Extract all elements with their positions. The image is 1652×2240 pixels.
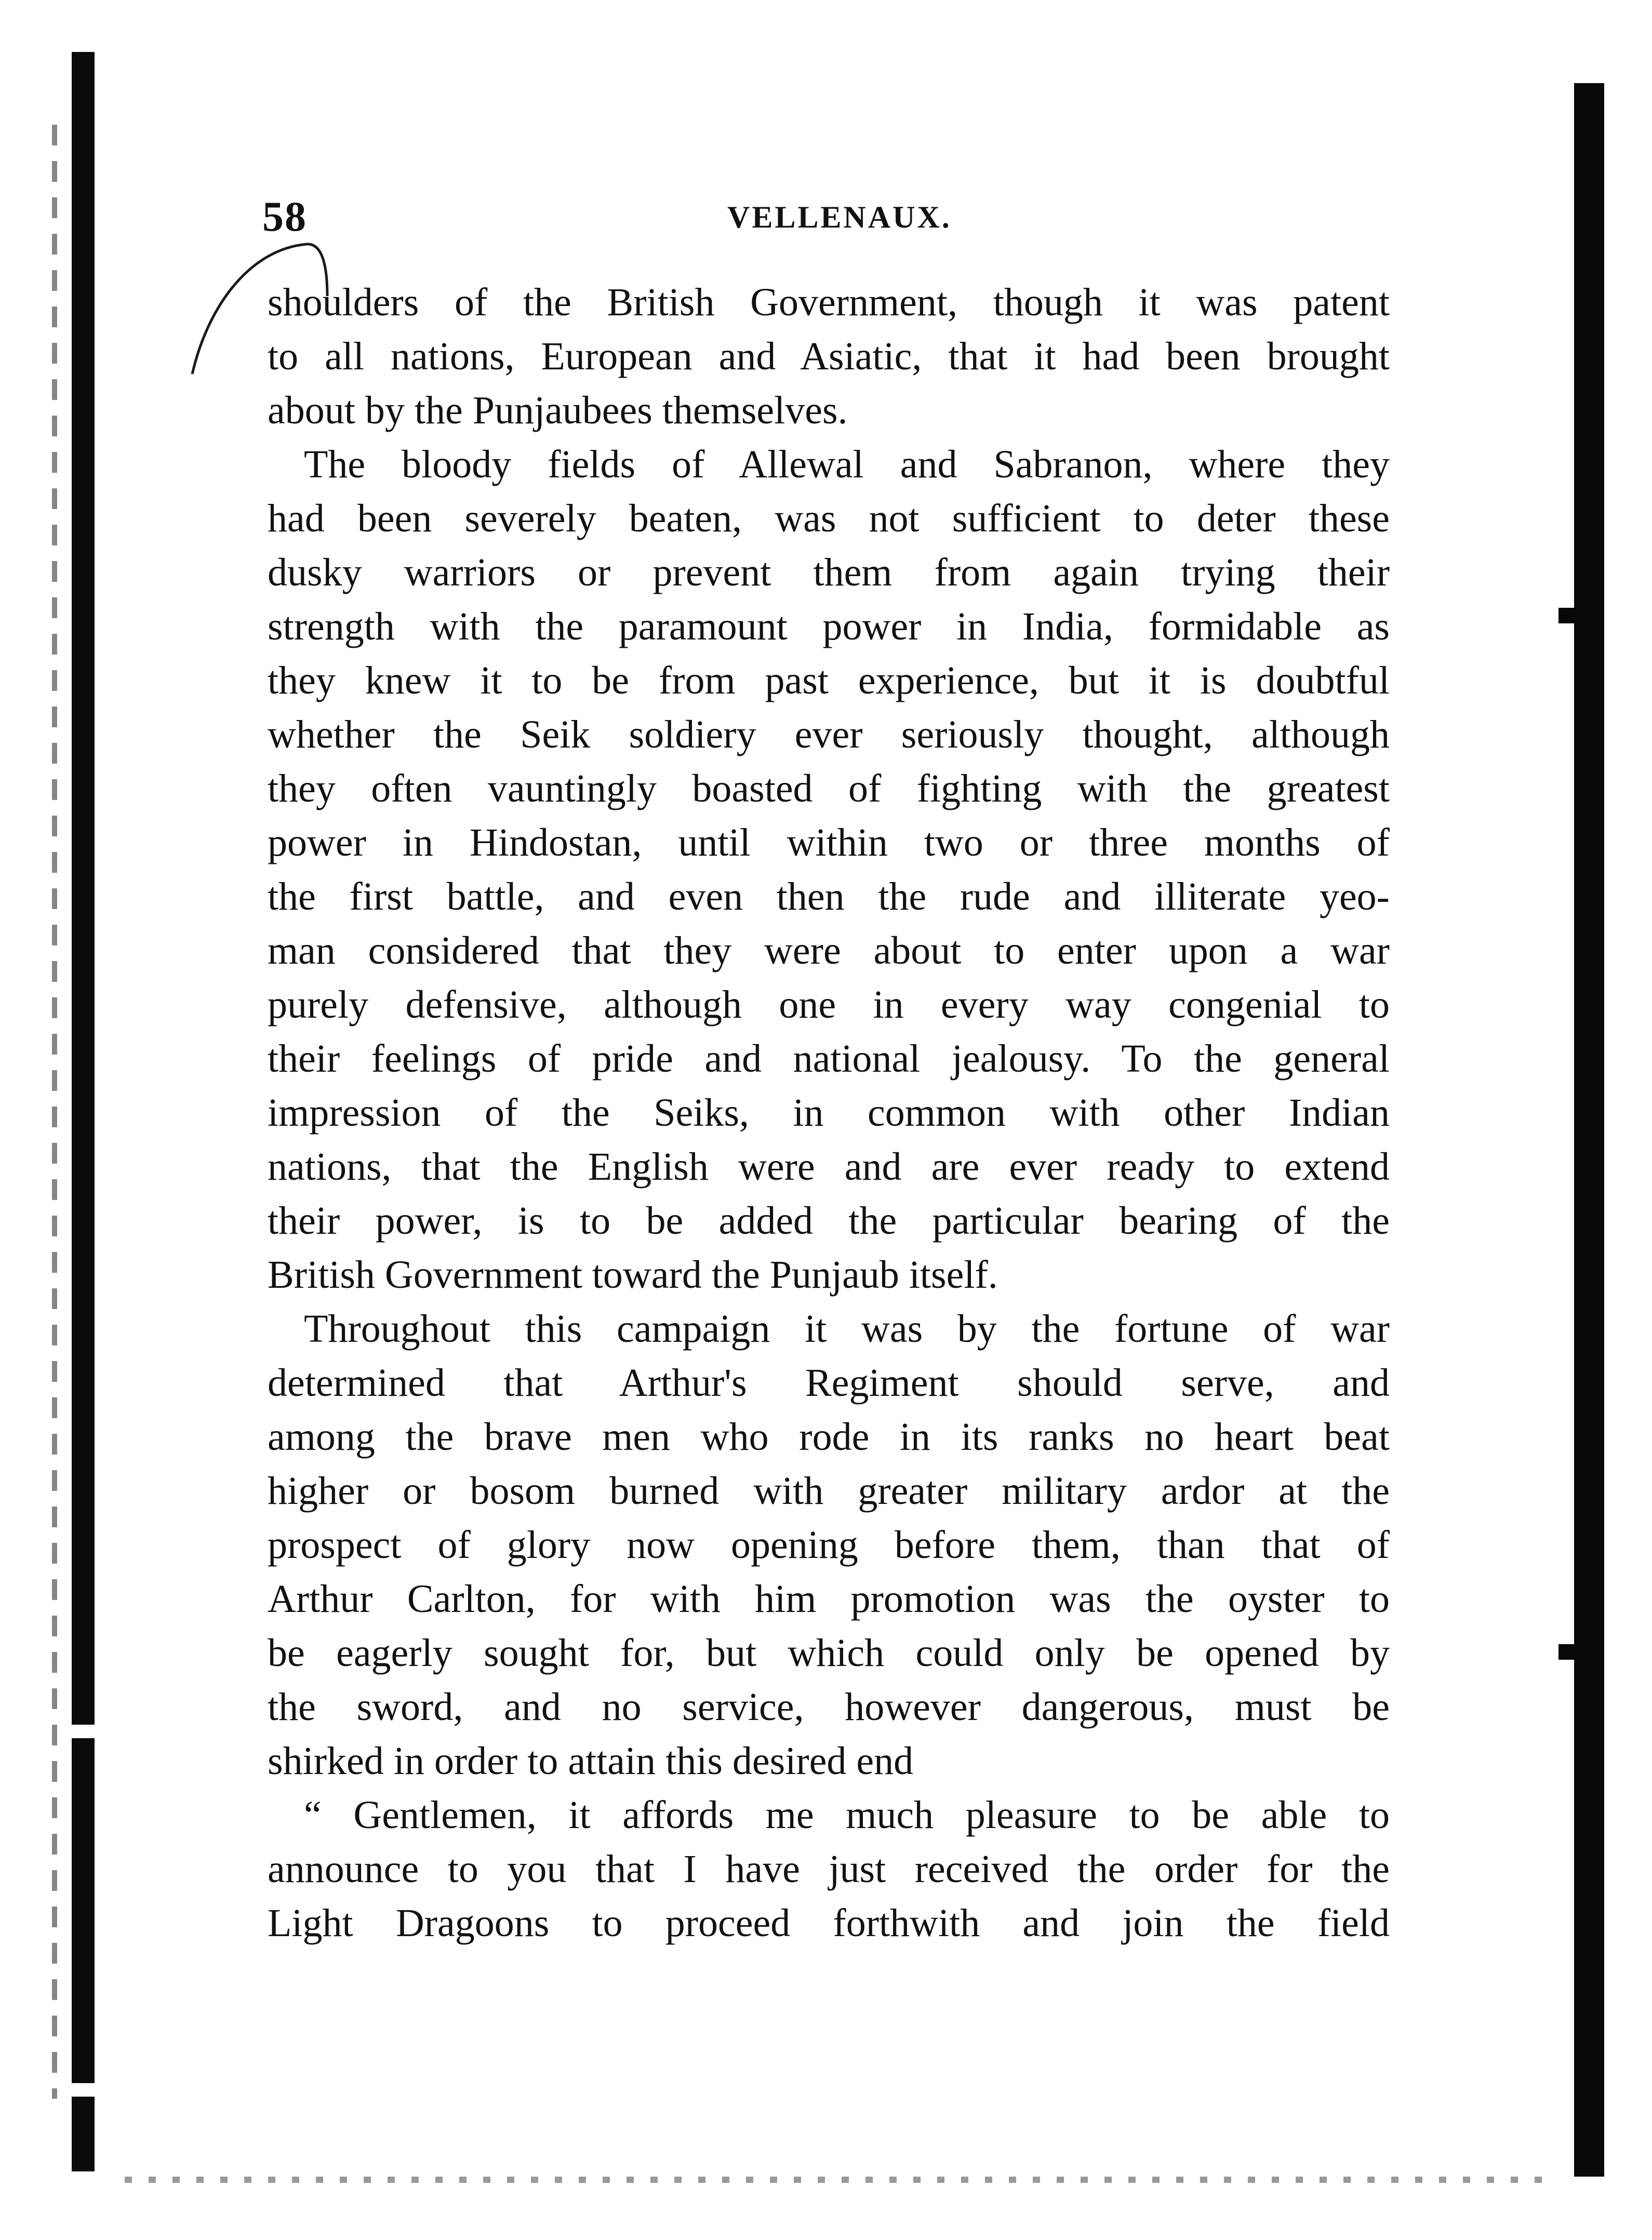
text-line: be eagerly sought for, but which could only be opened by xyxy=(268,1631,1390,1675)
text-line: their feelings of pride and national jealousy. To the general xyxy=(268,1037,1390,1081)
text-line: nations, that the English were and are ever ready to extend xyxy=(268,1145,1390,1189)
text-line: “ Gentlemen, it affords me much pleasure to be able to xyxy=(304,1793,1390,1837)
page-body xyxy=(268,275,1390,1950)
text-line: the first battle, and even then the rude and illiterate yeo- xyxy=(268,875,1390,918)
text-line: shirked in order to attain this desired end xyxy=(268,1739,914,1783)
text-line: had been severely beaten, was not sufficient to deter these xyxy=(268,497,1390,540)
text-line: about by the Punjaubees themselves. xyxy=(268,389,848,432)
text-line: announce to you that I have just received the order for the xyxy=(268,1847,1390,1891)
running-header xyxy=(262,192,1364,249)
text-line: strength with the paramount power in India, formidable as xyxy=(268,605,1390,648)
binding-gap xyxy=(62,2083,109,2097)
binding-shadow xyxy=(52,125,57,2099)
text-line: man considered that they were about to enter upon a war xyxy=(268,929,1390,972)
text-line: their power, is to be added the particular bearing of the xyxy=(268,1199,1390,1243)
text-line: to all nations, European and Asiatic, that it had been brought xyxy=(268,335,1390,378)
left-binding-edge xyxy=(72,52,95,2171)
text-line: power in Hindostan, until within two or three months of xyxy=(268,821,1390,864)
text-line: determined that Arthur's Regiment should serve, and xyxy=(268,1361,1390,1405)
text-line: the sword, and no service, however dangerous, must be xyxy=(268,1685,1390,1729)
right-edge-notch xyxy=(1558,608,1579,623)
text-line: they often vauntingly boasted of fighting with the greatest xyxy=(268,767,1390,810)
running-title: VELLENAUX. xyxy=(727,200,952,234)
text-line: Light Dragoons to proceed forthwith and join the field xyxy=(268,1901,1390,1945)
text-line: among the brave men who rode in its ranks no heart beat xyxy=(268,1415,1390,1459)
right-edge-notch xyxy=(1558,1644,1579,1660)
text-line: impression of the Seiks, in common with other Indian xyxy=(268,1091,1390,1135)
text-line: higher or bosom burned with greater military ardor at the xyxy=(268,1469,1390,1513)
binding-gap xyxy=(62,1725,109,1738)
text-line: Arthur Carlton, for with him promotion was the oyster to xyxy=(268,1577,1390,1621)
right-scan-edge xyxy=(1574,83,1604,2177)
text-line: British Government toward the Punjaub itself. xyxy=(268,1253,998,1297)
text-line: The bloody fields of Allewal and Sabranon, where they xyxy=(304,443,1390,486)
text-line: they knew it to be from past experience, but it is doubtful xyxy=(268,659,1390,702)
text-line: whether the Seik soldiery ever seriously thought, although xyxy=(268,713,1390,756)
text-line: dusky warriors or prevent them from again trying their xyxy=(268,551,1390,594)
text-line: purely defensive, although one in every way congenial to xyxy=(268,983,1390,1026)
bottom-scan-noise xyxy=(125,2177,1558,2183)
text-line: prospect of glory now opening before them, than that of xyxy=(268,1523,1390,1567)
page-number: 58 xyxy=(262,193,307,240)
text-line: Throughout this campaign it was by the fortune of war xyxy=(304,1307,1390,1351)
text-line: shoulders of the British Government, though it was patent xyxy=(268,281,1390,324)
